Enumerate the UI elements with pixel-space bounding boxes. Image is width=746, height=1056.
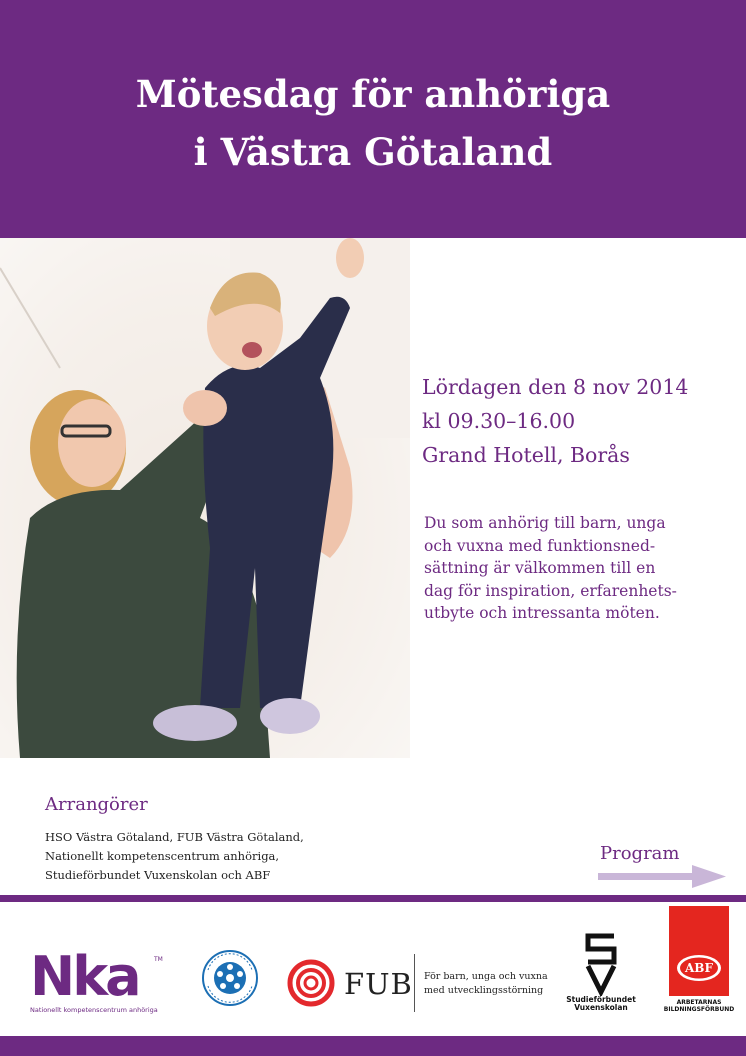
fub-logo — [286, 952, 546, 1014]
nka-wordmark: Nka — [30, 945, 139, 1008]
nka-subtitle: Nationellt kompetenscentrum anhöriga — [30, 1006, 158, 1014]
page-title-line-2: i Västra Götaland — [193, 130, 553, 174]
abf-logo — [659, 906, 739, 1013]
fub-tagline-line-1: För barn, unga och vuxna — [424, 971, 548, 982]
header-banner — [0, 0, 746, 238]
footer-bar — [0, 1036, 746, 1056]
fub-wordmark: FUB — [344, 967, 413, 1001]
program-link[interactable] — [598, 843, 728, 889]
sv-mark-icon — [556, 930, 646, 996]
intro-text — [424, 512, 730, 625]
intro-line: sättning är välkommen till en — [424, 559, 656, 577]
organizers-line: Nationellt kompetenscentrum anhöriga, — [45, 849, 280, 863]
event-date: Lördagen den 8 nov 2014 — [422, 375, 689, 399]
abf-wordmark: ABF — [685, 961, 713, 975]
nka-logo — [30, 945, 163, 1014]
nka-trademark: TM — [154, 956, 163, 963]
fub-ring-icon — [286, 958, 336, 1008]
fub-tagline-line-2: med utvecklingsstörning — [424, 985, 544, 996]
abf-caption-line-2: BILDNINGSFÖRBUND — [663, 1006, 735, 1013]
organizers-line: HSO Västra Götaland, FUB Västra Götaland, — [45, 830, 304, 844]
sv-caption-line-1: Studieförbundet — [566, 995, 636, 1004]
abf-mark-icon — [669, 906, 729, 996]
fub-tagline — [424, 970, 548, 998]
organizers-line: Studieförbundet Vuxenskolan och ABF — [45, 868, 271, 882]
abf-caption-line-1: ARBETARNAS — [676, 999, 722, 1006]
arrow-right-icon — [598, 863, 728, 889]
sv-logo — [556, 930, 646, 1012]
intro-line: utbyte och intressanta möten. — [424, 604, 660, 622]
handikappforeningarna-logo-icon — [200, 948, 260, 1008]
intro-line: och vuxna med funktionsned- — [424, 536, 656, 555]
event-details — [422, 370, 732, 472]
event-time: kl 09.30–16.00 — [422, 409, 576, 433]
sv-caption-line-2: Vuxenskolan — [574, 1003, 628, 1012]
sponsor-logos — [0, 902, 746, 1036]
divider-bar — [0, 895, 746, 902]
page-title-line-1: Mötesdag för anhöriga — [135, 72, 611, 116]
program-label: Program — [600, 843, 680, 864]
intro-line: dag för inspiration, erfarenhets- — [424, 581, 677, 600]
organizers-heading: Arrangörer — [45, 794, 148, 815]
hero-photo — [0, 238, 410, 758]
event-venue: Grand Hotell, Borås — [422, 443, 630, 467]
intro-line: Du som anhörig till barn, unga — [424, 514, 666, 532]
fub-divider — [414, 954, 415, 1012]
organizers-section — [45, 792, 304, 885]
